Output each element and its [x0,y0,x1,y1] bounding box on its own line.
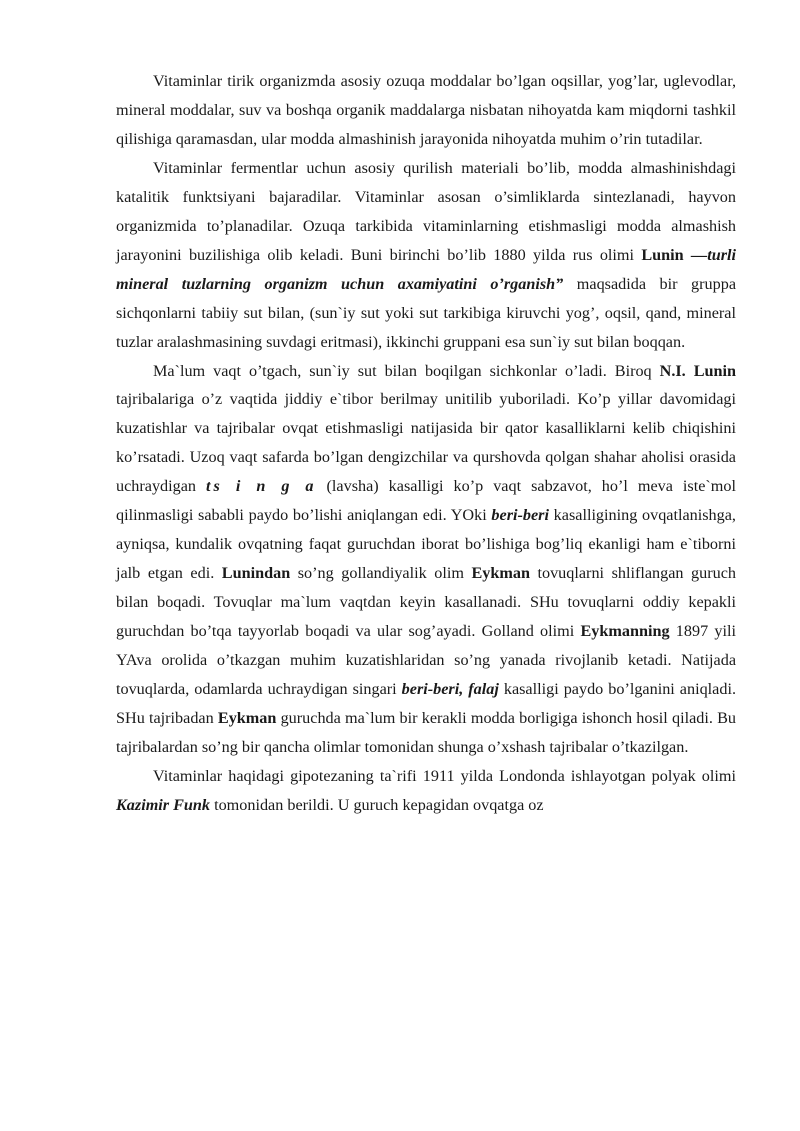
body-text [116,67,736,820]
name-lunin: Lunin [641,245,684,264]
name-eykman: Eykman [217,708,277,727]
text-run: Vitaminlar haqidagi gipotezaning ta`rifi 1911 yilda Londonda ishlayotgan polyak olimi [153,766,736,785]
text-run: kasalligining ovqatlanishga, ayniqsa, kundalik ovqatning faqat guruchdan iborat bo’lishiga bog’liq ekanligi ham e`tiborni jalb etgan edi. [116,506,736,583]
text-run: tajribalariga o’z vaqtida jiddiy e`tibor berilmay unitilib yuboriladi. Ko’p yillar davomidagi kuzatishlar va tajribalar ovqat etishmasligi natijasida bir qator kasalliklarni kelib chiqishini ko’rsatadi. Uzoq vaqt safarda bo’lgan dengizchilar va qurshovda qolgan shahar aholisi orasida uchraydigan [116,390,736,496]
name-lunindan: Lunindan [221,564,291,583]
text-run: Vitaminlar tirik organizmda asosiy ozuqa moddalar bo’lgan oqsillar, yog’lar, uglevodlar, mineral moddalar, suv va boshqa organik maddalarga nisbatan nihoyatda kam miqdorni tashkil qilishiga qaramasdan, ular modda almashinish jarayonida nihoyatda muhim o’rin tutadilar. [116,72,736,148]
text-run: Ma`lum vaqt o’tgach, sun`iy sut bilan boqilgan sichkonlar o’ladi. Biroq [153,361,660,380]
text-run: tovuqlarni shliflangan guruch bilan boqadi. Tovuqlar ma`lum vaqtdan keyin kasallanadi. SHu tovuqlarni oddiy kepakli guruchdan bo’tqa tayyorlab boqadi va ular sog’ayadi. Golland olimi [116,564,737,641]
term-beri-beri: beri-beri [491,506,549,525]
name-ni-lunin: N.I. Lunin [659,361,736,380]
text-run: so’ng gollandiyalik olim [290,564,472,583]
paragraph-4 [116,762,736,820]
text-run: Vitaminlar fermentlar uchun asosiy qurilish materiali bo’lib, modda almashinishdagi katalitik funktsiyani bajaradilar. Vitaminlar asosan o’simliklarda sintezlanadi, hayvon organizmida to’planadilar. Ozuqa tarkibida vitaminlarning etishmasligi modda almashish jarayonini buzilishiga olib keladi. Buni birinchi bo’lib 1880 yilda rus olimi [116,158,736,264]
name-eykmanning: Eykmanning [580,622,670,641]
term-tsinga: ts i n g a [206,477,317,496]
name-kazimir-funk: Kazimir Funk [116,795,211,814]
text-run: tomonidan berildi. U guruch kepagidan ovqatga oz [210,795,544,814]
quoted-aim: —turli mineral tuzlarning organizm uchun axamiyatini o’rganish” [116,245,736,293]
text-run [684,246,691,264]
paragraph-3 [116,357,736,762]
text-run: (lavsha) kasalligi ko’p vaqt sabzavot, ho’l meva iste`mol qilinmasligi sababli paydo bo’lishi aniqlangan edi. YOki [116,477,736,525]
paragraph-1 [116,67,736,154]
text-run: guruchda ma`lum bir kerakli modda borligiga ishonch hosil qiladi. Bu tajribalardan so’ng bir qancha olimlar tomonidan shunga o’xshash tajribalar o’tkazilgan. [116,708,736,756]
name-eykman: Eykman [471,564,530,583]
text-run: maqsadida bir gruppa sichqonlarni tabiiy sut bilan, (sun`iy sut yoki sut tarkibiga kiruvchi yog’, oqsil, qand, mineral tuzlar aralashmasining suvdagi eritmasi), ikkinchi gruppani esa sun`iy sut bilan boqqan. [116,274,736,351]
text-run: kasalligi paydo bo’lganini aniqladi. SHu tajribadan [116,680,736,727]
text-run: 1897 yili YAva orolida o’tkazgan muhim kuzatishlaridan so’ng yanada rivojlanib ketadi. Natijada tovuqlarda, odamlarda uchraydigan singari [116,622,737,699]
term-beri-beri-falaj: beri-beri, falaj [401,680,499,699]
paragraph-2 [116,154,736,357]
